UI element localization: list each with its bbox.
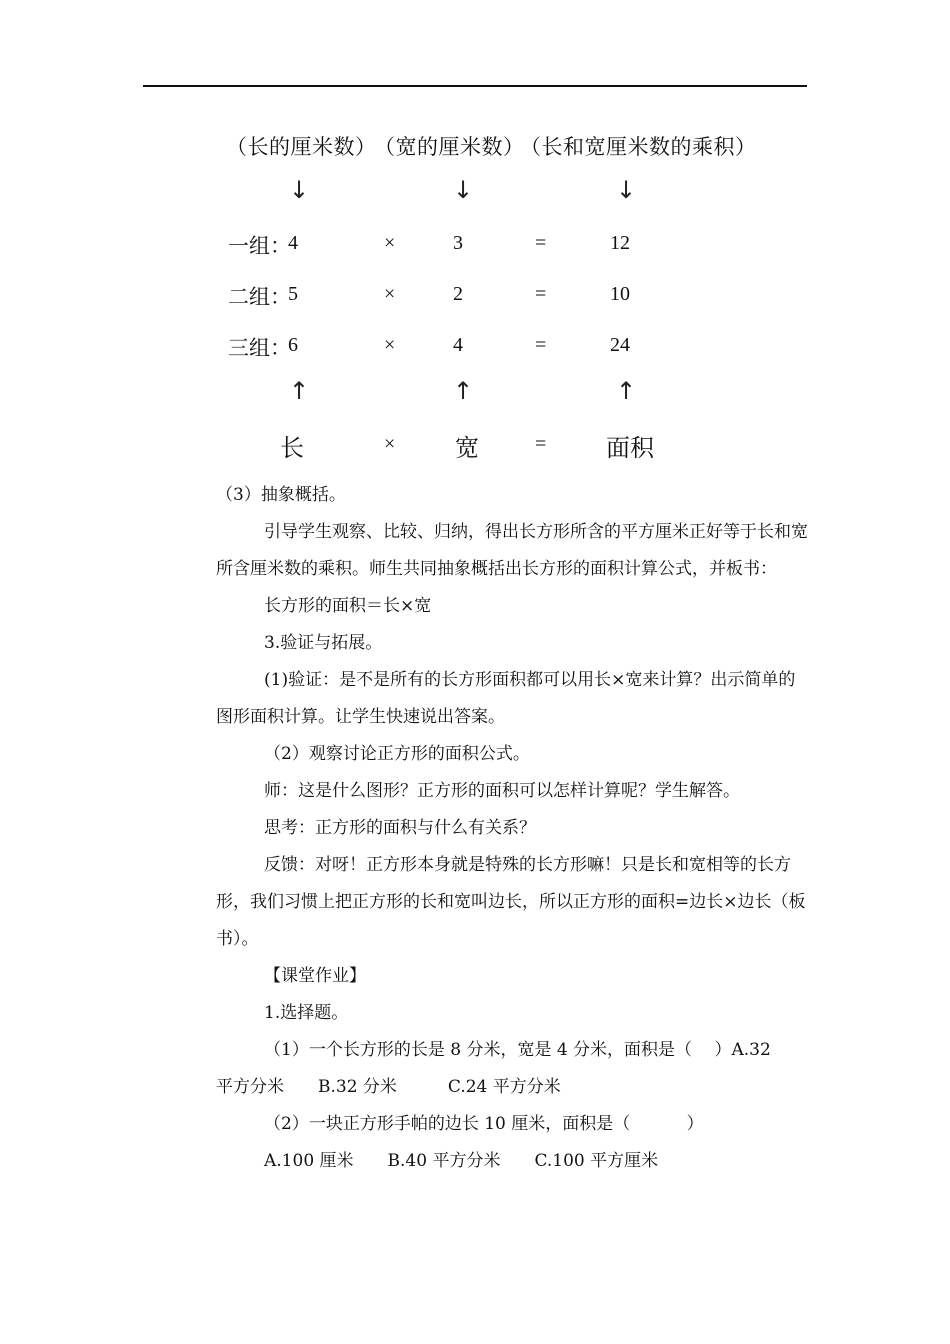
- paragraph: (1)验证：是不是所有的长方形面积都可以用长×宽来计算？出示简单的图形面积计算。让学生快速说出答案。: [216, 670, 796, 727]
- formula-equals: =: [535, 433, 547, 455]
- question-1-options: 平方分米 B.32 分米 C.24 平方分米: [216, 1077, 561, 1097]
- row-width: 2: [453, 283, 463, 305]
- up-arrow-icon: ↑: [616, 377, 637, 405]
- row-length: 6: [288, 334, 298, 356]
- formula-text: 长方形的面积＝长×宽: [264, 596, 432, 616]
- row-equals: =: [535, 232, 547, 254]
- up-arrow-icon: ↑: [289, 377, 310, 405]
- question-2-options: A.100 厘米 B.40 平方分米 C.100 平方厘米: [264, 1151, 659, 1171]
- row-label: 三组：: [228, 336, 291, 360]
- down-arrow-icon: ↓: [616, 176, 637, 204]
- exercise-heading: 1.选择题。: [264, 1003, 349, 1023]
- header-width: （宽的厘米数）: [374, 135, 525, 159]
- section-heading: （3）抽象概括。: [216, 485, 346, 505]
- down-arrow-icon: ↓: [289, 176, 310, 204]
- question-2: （2）一块正方形手帕的边长 10 厘米，面积是（ ）: [264, 1114, 704, 1134]
- formula-length: 长: [280, 434, 304, 462]
- row-times: ×: [384, 334, 396, 356]
- up-arrow-icon: ↑: [453, 377, 474, 405]
- row-equals: =: [535, 283, 547, 305]
- row-label: 二组：: [228, 285, 291, 309]
- row-product: 12: [610, 232, 630, 254]
- row-product: 24: [610, 334, 630, 356]
- down-arrow-icon: ↓: [453, 176, 474, 204]
- question-1: （1）一个长方形的长是 8 分米，宽是 4 分米，面积是（ ）A.32: [264, 1040, 771, 1060]
- row-product: 10: [610, 283, 630, 305]
- row-label: 一组：: [228, 234, 291, 258]
- paragraph: 思考：正方形的面积与什么有关系？: [264, 818, 536, 838]
- row-length: 5: [288, 283, 298, 305]
- row-length: 4: [288, 232, 298, 254]
- section-heading: 【课堂作业】: [264, 966, 366, 986]
- header-product: （长和宽厘米数的乘积）: [520, 135, 757, 159]
- lesson-text: [216, 477, 808, 1180]
- paragraph: 师：这是什么图形？正方形的面积可以怎样计算呢？学生解答。: [264, 781, 740, 801]
- row-times: ×: [384, 232, 396, 254]
- header-length: （长的厘米数）: [226, 135, 377, 159]
- formula-times: ×: [384, 433, 396, 455]
- area-figure: [0, 0, 950, 470]
- row-equals: =: [535, 334, 547, 356]
- row-times: ×: [384, 283, 396, 305]
- formula-width: 宽: [455, 434, 479, 462]
- formula-area: 面积: [606, 434, 654, 462]
- paragraph: 反馈：对呀！正方形本身就是特殊的长方形嘛！只是长和宽相等的长方形，我们习惯上把正方形的长和宽叫边长，所以正方形的面积=边长×边长（板书）。: [216, 855, 806, 949]
- paragraph: 引导学生观察、比较、归纳，得出长方形所含的平方厘米正好等于长和宽所含厘米数的乘积。师生共同抽象概括出长方形的面积计算公式，并板书：: [216, 522, 808, 579]
- section-heading: 3.验证与拓展。: [264, 633, 383, 653]
- row-width: 3: [453, 232, 463, 254]
- row-width: 4: [453, 334, 463, 356]
- paragraph: （2）观察讨论正方形的面积公式。: [264, 744, 530, 764]
